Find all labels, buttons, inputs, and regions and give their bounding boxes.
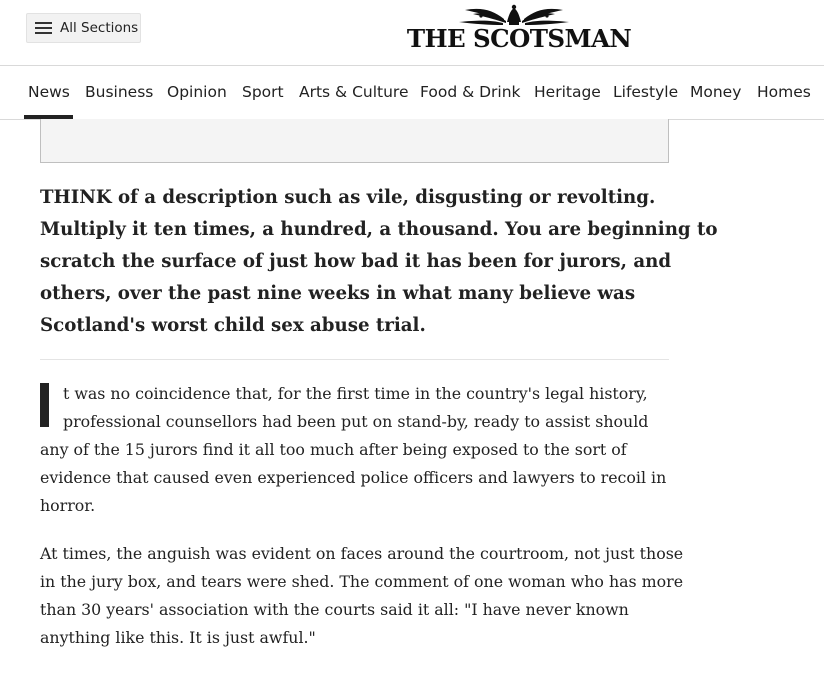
paragraph-line: evidence that caused even experienced police officers and lawyers to recoil in bbox=[40, 468, 667, 487]
paragraph-line: anything like this. It is just awful." bbox=[40, 628, 316, 647]
nav-item-arts-culture[interactable]: Arts & Culture bbox=[299, 83, 409, 101]
lede-line: Multiply it ten times, a hundred, a thousand. You are beginning to bbox=[40, 219, 718, 240]
lede-divider bbox=[40, 359, 669, 360]
nav-item-money[interactable]: Money bbox=[690, 83, 742, 101]
lede-line: others, over the past nine weeks in what many believe was bbox=[40, 283, 636, 304]
nav-item-news[interactable]: News bbox=[28, 83, 70, 101]
nav-item-food-drink[interactable]: Food & Drink bbox=[420, 83, 521, 101]
nav-item-heritage[interactable]: Heritage bbox=[534, 83, 601, 101]
lede-line: Scotland's worst child sex abuse trial. bbox=[40, 315, 426, 336]
site-header bbox=[0, 0, 824, 66]
site-logo[interactable] bbox=[405, 4, 633, 58]
paragraph-line: t was no coincidence that, for the first time in the country's legal history, bbox=[63, 384, 648, 403]
hamburger-icon bbox=[35, 22, 52, 34]
media-placeholder bbox=[40, 119, 669, 163]
nav-item-homes[interactable]: Homes bbox=[757, 83, 811, 101]
nav-item-sport[interactable]: Sport bbox=[242, 83, 284, 101]
article-lede bbox=[40, 182, 718, 342]
article-paragraph-1 bbox=[40, 380, 700, 520]
paragraph-line: professional counsellors had been put on stand-by, ready to assist should bbox=[63, 412, 649, 431]
lede-line: scratch the surface of just how bad it has been for jurors, and bbox=[40, 251, 672, 272]
paragraph-line: than 30 years' association with the courts said it all: "I have never known bbox=[40, 600, 629, 619]
all-sections-button[interactable] bbox=[26, 13, 141, 43]
logo-wordmark: THE SCOTSMAN bbox=[406, 24, 632, 53]
nav-item-lifestyle[interactable]: Lifestyle bbox=[613, 83, 679, 101]
section-nav bbox=[0, 65, 824, 120]
paragraph-line: any of the 15 jurors find it all too much after being exposed to the sort of bbox=[40, 440, 627, 459]
paragraph-line: At times, the anguish was evident on faces around the courtroom, not just those bbox=[40, 544, 684, 563]
paragraph-line: in the jury box, and tears were shed. The comment of one woman who has more bbox=[40, 572, 684, 591]
nav-item-business[interactable]: Business bbox=[85, 83, 154, 101]
paragraph-line: horror. bbox=[40, 496, 96, 515]
lede-line: THINK of a description such as vile, disgusting or revolting. bbox=[40, 187, 656, 208]
all-sections-label: All Sections bbox=[60, 20, 139, 36]
nav-item-opinion[interactable]: Opinion bbox=[167, 83, 227, 101]
article-paragraph-2 bbox=[40, 540, 700, 652]
